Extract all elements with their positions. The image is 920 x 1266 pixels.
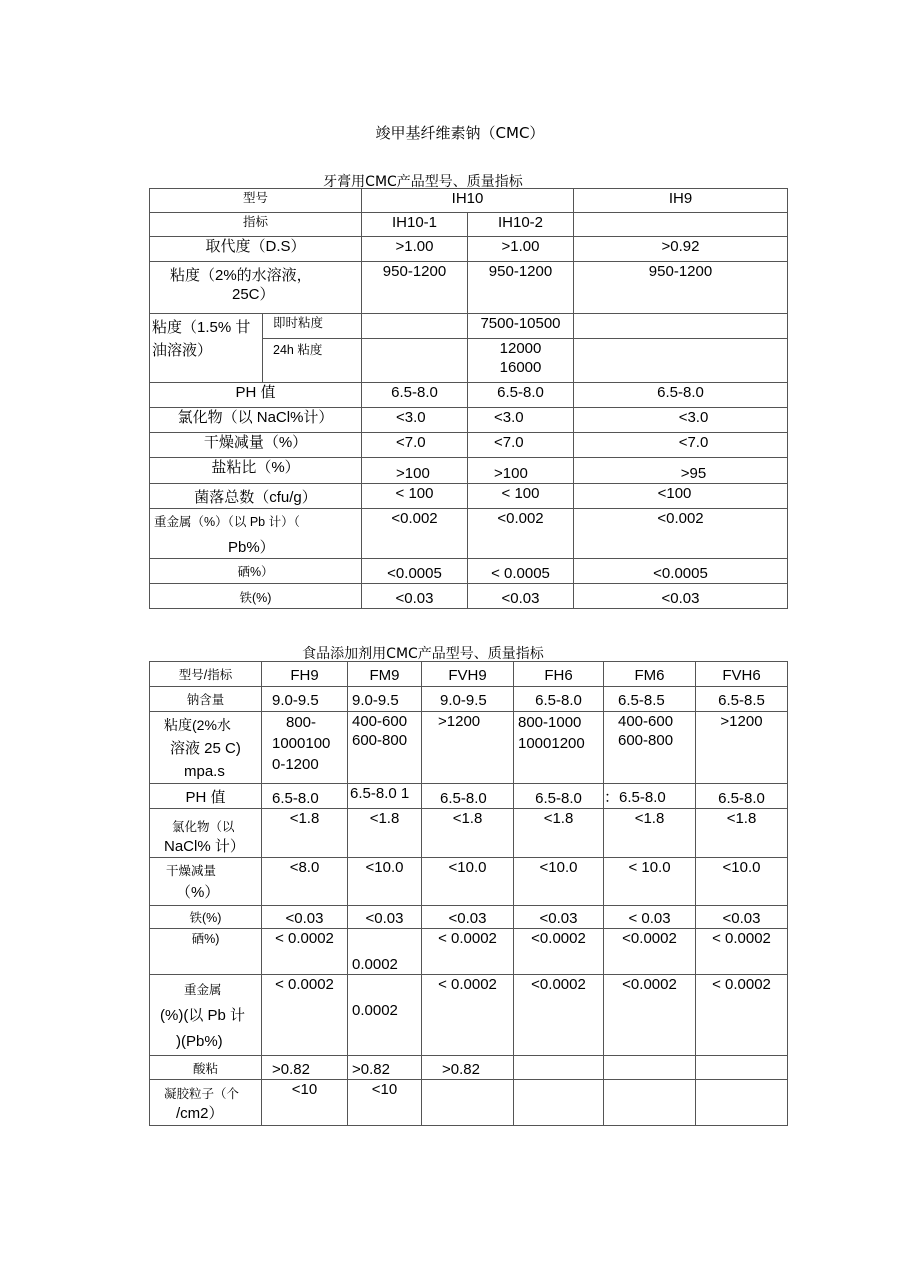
row-label: 盐粘比（%） — [150, 458, 362, 484]
cell: <1.8 — [262, 809, 348, 858]
label-line: )(Pb%) — [176, 1033, 223, 1050]
cell — [574, 213, 788, 237]
sub-label: 24h 粘度 — [273, 343, 323, 357]
cell: < 10.0 — [604, 858, 696, 906]
cell: 6.5-8.0 — [514, 784, 604, 809]
label-line: 粘度（2%的水溶液， — [170, 267, 312, 284]
cell-line: 600-800 — [352, 732, 408, 749]
table-row — [150, 858, 788, 906]
cell — [574, 339, 788, 383]
cell — [262, 712, 348, 784]
row-label: 菌落总数（cfu/g） — [150, 484, 362, 509]
cell-line: 400-600 — [352, 713, 408, 730]
cell-line: 12000 — [499, 340, 542, 358]
cell-line: 400-600 — [618, 713, 674, 730]
label-line: NaCl% 计） — [164, 838, 245, 855]
cell: < 0.0002 — [262, 929, 348, 975]
header-cell: FVH6 — [696, 662, 788, 687]
cell: <8.0 — [262, 858, 348, 906]
table-row — [150, 584, 788, 609]
cell: <0.03 — [362, 584, 468, 609]
cell — [468, 339, 574, 383]
cell: IH10-2 — [468, 213, 574, 237]
label-line: 氯化物（以 — [172, 820, 235, 834]
table-row — [150, 784, 788, 809]
cell — [362, 314, 468, 339]
cell: <0.0005 — [574, 559, 788, 584]
header-cell: FM6 — [604, 662, 696, 687]
row-label: 取代度（D.S） — [150, 237, 362, 262]
cell: 0.0002 — [348, 929, 422, 975]
row-label: PH 值 — [150, 784, 262, 809]
toothpaste-cmc-spec-table — [149, 188, 788, 609]
cell: 6.5-8.5 — [604, 687, 696, 712]
cell: <0.03 — [514, 906, 604, 929]
row-label: PH 值 — [150, 383, 362, 408]
cell: < 0.0002 — [696, 929, 788, 975]
table-row — [150, 687, 788, 712]
cell — [422, 1080, 514, 1126]
table-row — [150, 1056, 788, 1080]
cell: >1200 — [422, 712, 514, 784]
row-label — [150, 262, 362, 314]
cell: <10.0 — [514, 858, 604, 906]
cell: >1200 — [696, 712, 788, 784]
table-row — [150, 213, 788, 237]
cell: 6.5-8.0 — [696, 784, 788, 809]
cell: <10.0 — [696, 858, 788, 906]
row-label: 铁(%) — [150, 906, 262, 929]
cell — [604, 1056, 696, 1080]
cell: < 0.0002 — [696, 975, 788, 1056]
sub-labels — [263, 314, 362, 382]
label-line: 重金属 — [184, 983, 222, 997]
cell — [604, 712, 696, 784]
cell: 9.0-9.5 — [348, 687, 422, 712]
table-header-row — [150, 662, 788, 687]
cell — [362, 339, 468, 383]
cell: <3.0 — [362, 408, 468, 433]
table-row — [150, 712, 788, 784]
cell: 6.5-8.0 — [468, 383, 574, 408]
cell-line: 16000 — [499, 359, 542, 377]
label-line: 油溶液） — [152, 342, 213, 359]
cell: 950-1200 — [362, 262, 468, 314]
table-row — [150, 1080, 788, 1126]
cell: 6.5-8.0 — [514, 687, 604, 712]
row-label: 铁(%) — [150, 584, 362, 609]
cell: >95 — [574, 458, 788, 484]
cell: 9.0-9.5 — [422, 687, 514, 712]
row-label — [150, 858, 262, 906]
cell: <0.002 — [468, 509, 574, 559]
header-cell: FH9 — [262, 662, 348, 687]
cell: < 0.0005 — [468, 559, 574, 584]
cell: <0.0005 — [362, 559, 468, 584]
header-cell: FH6 — [514, 662, 604, 687]
sub-label: 即时粘度 — [263, 314, 361, 339]
cell: <7.0 — [362, 433, 468, 458]
cell — [514, 712, 604, 784]
row-label: 钠含量 — [150, 687, 262, 712]
cell — [514, 1056, 604, 1080]
cell: <10.0 — [348, 858, 422, 906]
cell: < 100 — [362, 484, 468, 509]
cell: <0.0002 — [604, 975, 696, 1056]
cell: <0.002 — [362, 509, 468, 559]
cell: 7500-10500 — [468, 314, 574, 339]
cell-line: 0-1200 — [272, 756, 319, 773]
label-line: 重金属（%）（以 Pb 计）（ — [154, 515, 300, 529]
row-label — [150, 975, 262, 1056]
label-line: (%)(以 Pb 计 — [160, 1007, 246, 1024]
cell: IH9 — [574, 189, 788, 213]
cell: <1.8 — [348, 809, 422, 858]
cell: >1.00 — [362, 237, 468, 262]
cell: <0.03 — [262, 906, 348, 929]
cell: >1.00 — [468, 237, 574, 262]
cell-line: 800-1000 — [518, 714, 582, 731]
cell: 950-1200 — [468, 262, 574, 314]
table-row — [150, 433, 788, 458]
cell: <0.0002 — [514, 975, 604, 1056]
row-label: 酸粘 — [150, 1056, 262, 1080]
header-cell: 型号/指标 — [150, 662, 262, 687]
table-row — [150, 559, 788, 584]
cell: <0.03 — [468, 584, 574, 609]
cell: < 0.0002 — [422, 929, 514, 975]
food-additive-cmc-spec-table — [149, 661, 788, 1126]
cell: 6.5-8.0 1 — [348, 784, 422, 809]
cell: <0.0002 — [514, 929, 604, 975]
cell: <1.8 — [604, 809, 696, 858]
cell-line: 1000100 — [272, 735, 331, 752]
label-line: 25C） — [232, 286, 275, 303]
cell: >0.92 — [574, 237, 788, 262]
row-label — [150, 712, 262, 784]
table-row — [150, 509, 788, 559]
cell: <0.03 — [348, 906, 422, 929]
table2-caption: 食品添加剂用CMC产品型号、质量指标 — [302, 646, 544, 662]
cell: < 0.03 — [604, 906, 696, 929]
label-line: /cm2） — [176, 1105, 224, 1122]
cell: >0.82 — [348, 1056, 422, 1080]
label-line: 凝胶粒子（个 — [164, 1087, 240, 1101]
table-row — [150, 906, 788, 929]
row-label: 氯化物（以 NaCl%计） — [150, 408, 362, 433]
cell: <0.0002 — [604, 929, 696, 975]
label-line: 干燥减量 — [166, 864, 217, 878]
cell: <3.0 — [468, 408, 574, 433]
cell: < 100 — [468, 484, 574, 509]
cell-line: 10001200 — [518, 735, 585, 752]
document-title: 竣甲基纤维素钠（CMC） — [375, 124, 545, 142]
row-label: 硒%） — [150, 559, 362, 584]
cell: 6.5-8.0 — [362, 383, 468, 408]
cell — [604, 1080, 696, 1126]
row-label: 型号 — [150, 189, 362, 213]
table1-caption: 牙膏用CMC产品型号、质量指标 — [323, 174, 523, 190]
table-row — [150, 975, 788, 1056]
table-row — [150, 314, 788, 339]
cell: <7.0 — [574, 433, 788, 458]
cell: >100 — [362, 458, 468, 484]
cell: <1.8 — [696, 809, 788, 858]
label-line: 溶液 25 C) — [170, 740, 241, 757]
cell: <10 — [348, 1080, 422, 1126]
cell: <1.8 — [422, 809, 514, 858]
cell: IH10-1 — [362, 213, 468, 237]
cell — [514, 1080, 604, 1126]
cell: <7.0 — [468, 433, 574, 458]
cell: >0.82 — [262, 1056, 348, 1080]
label-line: mpa.s — [184, 763, 225, 780]
table-row — [150, 408, 788, 433]
cell — [348, 712, 422, 784]
cell: < 0.0002 — [262, 975, 348, 1056]
cell: IH10 — [362, 189, 574, 213]
header-cell: FVH9 — [422, 662, 514, 687]
cell: <0.03 — [696, 906, 788, 929]
table-row — [150, 484, 788, 509]
cell: <3.0 — [574, 408, 788, 433]
table-row — [150, 809, 788, 858]
cell: <0.002 — [574, 509, 788, 559]
label-line: 粘度（1.5% 甘 — [152, 319, 251, 336]
table-row — [150, 383, 788, 408]
cell — [696, 1080, 788, 1126]
row-label — [150, 1080, 262, 1126]
nested-label — [150, 314, 361, 382]
cell: 6.5-8.0 — [422, 784, 514, 809]
row-label: 干燥减量（%） — [150, 433, 362, 458]
cell: 9.0-9.5 — [262, 687, 348, 712]
cell: <10.0 — [422, 858, 514, 906]
cell: ：6.5-8.0 — [604, 784, 696, 809]
cell: <0.03 — [574, 584, 788, 609]
table-row — [150, 189, 788, 213]
row-label: 硒%) — [150, 929, 262, 975]
cell — [696, 1056, 788, 1080]
row-label: 指标 — [150, 213, 362, 237]
cell-line: 600-800 — [618, 732, 674, 749]
cell: >100 — [468, 458, 574, 484]
cell: <1.8 — [514, 809, 604, 858]
cell: 6.5-8.5 — [696, 687, 788, 712]
cell: <100 — [574, 484, 788, 509]
table-row — [150, 262, 788, 314]
label-line: Pb%） — [228, 539, 275, 556]
row-label — [150, 509, 362, 559]
cell — [574, 314, 788, 339]
table-row — [150, 458, 788, 484]
row-label — [150, 314, 362, 383]
table-row — [150, 237, 788, 262]
cell: <10 — [262, 1080, 348, 1126]
cell: 6.5-8.0 — [574, 383, 788, 408]
cell: <0.03 — [422, 906, 514, 929]
cell: >0.82 — [422, 1056, 514, 1080]
cell: < 0.0002 — [422, 975, 514, 1056]
row-label-main — [150, 314, 263, 382]
cell: 0.0002 — [348, 975, 422, 1056]
cell-line: 800- — [286, 714, 317, 731]
cell: 6.5-8.0 — [262, 784, 348, 809]
table-row — [150, 929, 788, 975]
label-line: 粘度(2%水 — [164, 717, 231, 733]
row-label — [150, 809, 262, 858]
header-cell: FM9 — [348, 662, 422, 687]
cell: 950-1200 — [574, 262, 788, 314]
label-line: （%） — [176, 884, 220, 901]
